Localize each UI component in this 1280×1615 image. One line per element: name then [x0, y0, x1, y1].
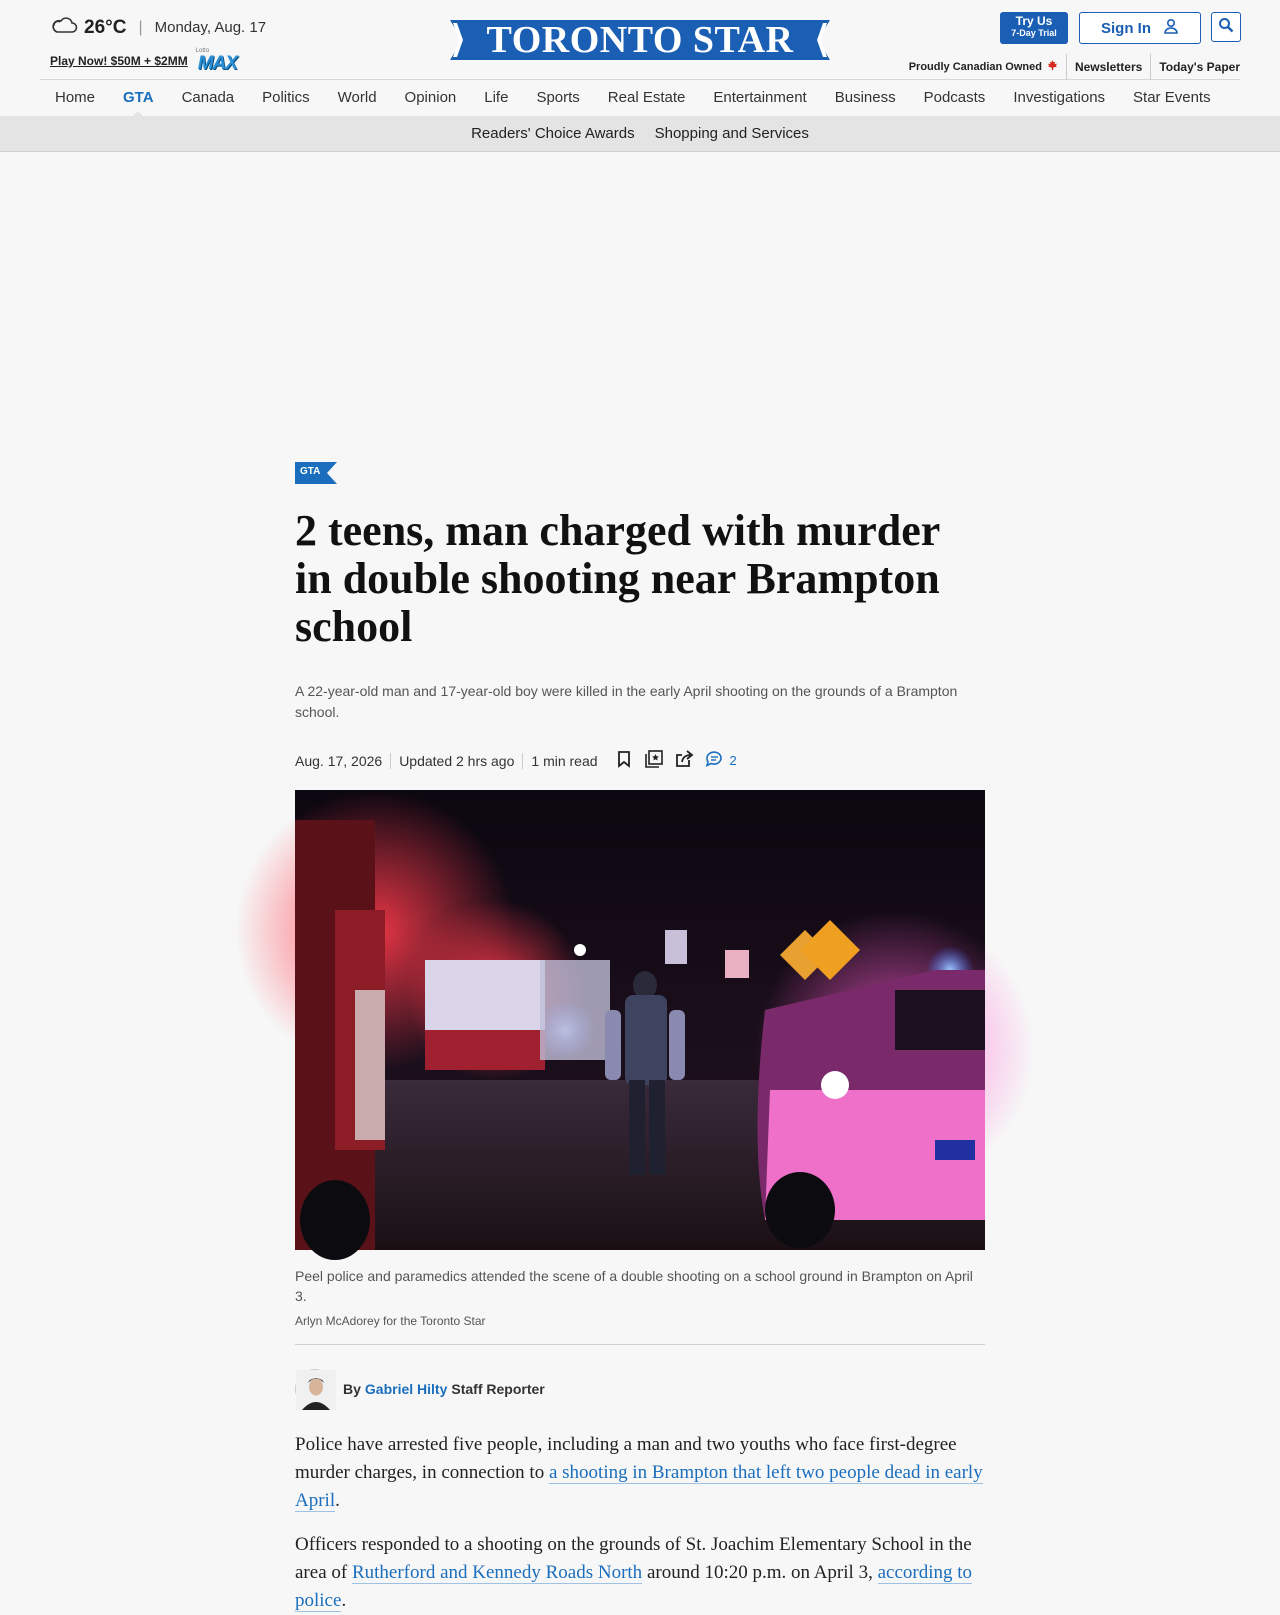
photo-caption: Peel police and paramedics attended the scene of a double shooting on a school ground in Brampton on April 3.	[295, 1268, 973, 1304]
newsletters-link[interactable]: Newsletters	[1066, 54, 1150, 80]
bookmark-icon[interactable]	[614, 749, 634, 772]
toronto-star-logo[interactable]	[450, 20, 830, 60]
nav-item-canada[interactable]: Canada	[181, 89, 235, 106]
nav-item-life[interactable]: Life	[484, 89, 509, 106]
comments-button[interactable]	[704, 749, 737, 772]
sign-in-button[interactable]	[1079, 12, 1201, 44]
current-date: Monday, Aug. 17	[154, 19, 267, 36]
updated-time: Updated 2 hrs ago	[390, 753, 522, 769]
nav-item-opinion[interactable]: Opinion	[404, 89, 457, 106]
article-body	[295, 1431, 985, 1615]
nav-item-business[interactable]: Business	[834, 89, 896, 106]
section-tag[interactable]	[295, 462, 337, 484]
canadian-owned	[909, 60, 1066, 74]
nav-item-world[interactable]: World	[337, 89, 377, 106]
nav-item-gta[interactable]: GTA	[123, 89, 154, 106]
author-avatar[interactable]	[295, 1369, 335, 1409]
cloud-icon	[50, 14, 78, 41]
nav-item-star-events[interactable]: Star Events	[1133, 89, 1211, 106]
try-us-button[interactable]	[1000, 12, 1068, 44]
comment-count: 2	[729, 753, 737, 768]
sign-in-label: Sign In	[1101, 19, 1151, 37]
read-time: 1 min read	[522, 753, 605, 769]
byline-prefix: By	[343, 1381, 361, 1397]
section-tag-label: GTA	[300, 466, 321, 477]
article-headline: 2 teens, man charged with murder in double shooting near Brampton school	[295, 506, 940, 651]
photo-credit: Arlyn McAdorey for the Toronto Star	[295, 1314, 486, 1328]
sub-navigation	[0, 116, 1280, 152]
publish-date: Aug. 17, 2026	[295, 752, 383, 769]
lotto-small-label: Lotto	[195, 48, 210, 54]
location-link[interactable]: Rutherford and Kennedy Roads North	[351, 1562, 643, 1583]
todays-paper-link[interactable]: Today's Paper	[1150, 54, 1240, 80]
main-navigation	[0, 80, 1280, 116]
maple-leaf-icon	[1047, 60, 1058, 74]
article-photo[interactable]	[295, 790, 985, 1250]
canadian-owned-label: Proudly Canadian Owned	[908, 61, 1042, 73]
utility-links	[909, 54, 1240, 80]
article-dek: A 22-year-old man and 17-year-old boy were killed in the early April shooting on the grounds of a Brampton school.	[295, 683, 958, 720]
paragraph-end: .	[341, 1590, 347, 1611]
weather-widget[interactable]	[50, 14, 266, 41]
paragraph-end: .	[335, 1490, 340, 1511]
user-icon	[1163, 18, 1179, 38]
subnav-readers-choice[interactable]: Readers' Choice Awards	[471, 125, 635, 142]
nav-item-investigations[interactable]: Investigations	[1013, 89, 1106, 106]
nav-item-home[interactable]: Home	[55, 89, 96, 106]
lotto-promo[interactable]	[50, 48, 242, 74]
temperature: 26°C	[84, 16, 127, 38]
paragraph-text: around 10:20 p.m. on April 3,	[642, 1562, 878, 1583]
paragraph	[295, 1531, 985, 1615]
article-actions	[614, 749, 737, 772]
search-icon	[1218, 17, 1234, 38]
logo-text: TORONTO STAR	[486, 19, 794, 61]
divider	[295, 1344, 985, 1345]
lotto-promo-link[interactable]: Play Now! $50M + $2MM	[50, 54, 188, 68]
site-header	[40, 0, 1240, 80]
comment-icon	[704, 749, 724, 772]
lotto-max-label: MAX	[197, 53, 237, 74]
share-icon[interactable]	[674, 749, 694, 772]
paragraph-text: Police have arrested five people, including a man and two youths who face first-degree murder charges, in connection to	[295, 1434, 957, 1483]
divider: |	[138, 18, 143, 36]
shooting-story-link[interactable]: a shooting in Brampton that left two people dead in early April	[295, 1462, 983, 1511]
police-source-link[interactable]: according to police	[295, 1562, 973, 1611]
article	[295, 462, 985, 1615]
search-button[interactable]	[1211, 12, 1241, 42]
nav-item-entertainment[interactable]: Entertainment	[713, 89, 807, 106]
nav-item-sports[interactable]: Sports	[536, 89, 580, 106]
author-name-link[interactable]: Gabriel Hilty	[364, 1381, 448, 1397]
trial-line-2: 7-Day Trial	[1011, 28, 1057, 38]
lotto-max-logo[interactable]	[196, 48, 242, 74]
paragraph-text: Officers responded to a shooting on the grounds of St. Joachim Elementary School in the area of	[295, 1534, 972, 1583]
gift-article-icon[interactable]	[644, 749, 664, 772]
nav-item-real-estate[interactable]: Real Estate	[607, 89, 686, 106]
nav-item-politics[interactable]: Politics	[262, 89, 310, 106]
nav-item-podcasts[interactable]: Podcasts	[923, 89, 986, 106]
paragraph	[295, 1431, 985, 1515]
article-meta	[295, 749, 985, 772]
byline	[295, 1369, 985, 1409]
trial-line-1: Try Us	[1015, 14, 1053, 28]
author-role: Staff Reporter	[451, 1381, 545, 1397]
subnav-shopping[interactable]: Shopping and Services	[654, 125, 809, 142]
